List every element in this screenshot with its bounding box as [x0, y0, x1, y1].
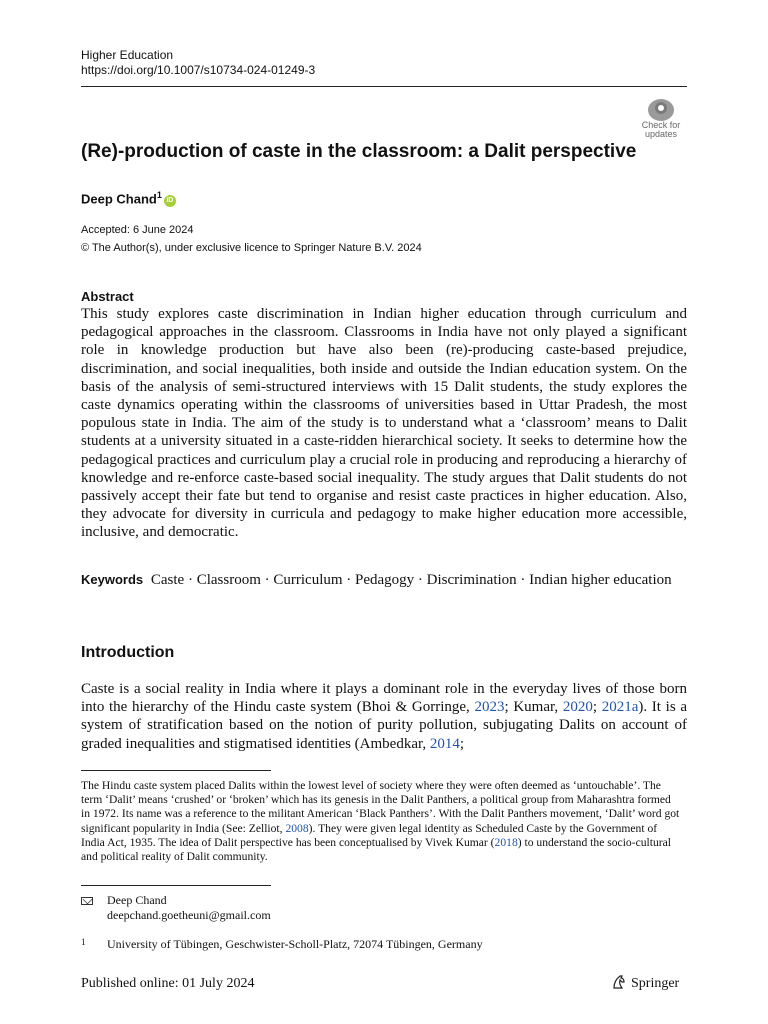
author-affiliation-mark: 1	[156, 190, 162, 200]
citation-link[interactable]: 2021a	[601, 699, 639, 716]
journal-name: Higher Education	[81, 48, 174, 62]
check-updates-icon	[648, 99, 674, 121]
intro-text-segment: ). It is a system of stratification based on the notion of purity pollution, subjugating Dalits on account of graded inequalities and stigmatised identities (Ambedkar,	[81, 699, 687, 752]
citation-link[interactable]: 2020	[562, 699, 593, 716]
keywords-list: Caste · Classroom · Curriculum · Pedagogy · Discrimination · Indian higher education	[150, 572, 672, 588]
contact-divider	[81, 885, 271, 886]
envelope-icon	[81, 897, 93, 905]
footnote	[81, 779, 681, 864]
affiliation-number: 1	[81, 937, 86, 947]
orcid-icon[interactable]: iD	[164, 195, 176, 207]
citation-link[interactable]: 2014	[429, 735, 460, 752]
accepted-date: Accepted: 6 June 2024	[81, 224, 194, 236]
publisher-name: Springer	[631, 976, 680, 991]
intro-text-segment: ;	[459, 735, 465, 752]
keywords	[81, 571, 687, 590]
affiliation-text: University of Tübingen, Geschwister-Scholl-Platz, 72074 Tübingen, Germany	[107, 937, 483, 951]
badge-line-1: Check for	[641, 120, 681, 130]
check-for-updates-badge[interactable]	[636, 97, 686, 143]
keywords-label: Keywords	[81, 572, 144, 587]
footnote-divider	[81, 770, 271, 771]
intro-text-segment: ;	[592, 699, 602, 716]
copyright-notice: © The Author(s), under exclusive licence to Springer Nature B.V. 2024	[81, 242, 422, 254]
citation-link[interactable]: 2023	[474, 699, 505, 716]
footnote-segment: ). They were given legal identity as Scheduled Caste by the Government of India Act, 1935. The idea of Dalit perspective has been conceptualised by Vivek Kumar (	[81, 821, 658, 849]
citation-link[interactable]: 2018	[494, 835, 518, 849]
contact-name: Deep Chand	[107, 893, 167, 907]
springer-logo	[611, 974, 679, 993]
paper-title: (Re)-production of caste in the classroom: a Dalit perspective	[81, 141, 637, 162]
footnote-segment: ) to understand the socio-cultural and political reality of Dalit community.	[81, 835, 671, 864]
contact-email[interactable]: deepchand.goetheuni@gmail.com	[107, 908, 271, 922]
badge-line-2: updates	[644, 129, 678, 139]
author-line	[81, 186, 176, 208]
author-name: Deep Chand	[81, 191, 157, 207]
abstract-text: This study explores caste discrimination in Indian higher education through curriculum and pedagogical approaches in the classroom. Classrooms in India have not only played a significant role in knowledge production but have also been (re)-producing caste-based prejudice, discrimination, and social inequalities, both inside and outside the Indian education system. On the basis of the analysis of semi-structured interviews with 15 Dalit students, the study explores the caste dynamics operating within the classrooms of universities based in Uttar Pradesh, the most populous state in India. The aim of the study is to understand what a ‘classroom’ means to Dalit students at a university situated in a caste-ridden hierarchical society. It seeks to determine how the pedagogical practices and curriculum play a crucial role in producing and reproducing a hierarchy of knowledge and re-enforce caste-based social inequality. The study argues that Dalit students do not passively accept their fate but tend to organise and resist caste practices in higher education. Also, they advocate for diversity in curricula and pedagogy to make higher education more accessible, inclusive, and democratic.	[81, 306, 687, 541]
intro-text-segment: ; Kumar,	[504, 699, 563, 716]
springer-horse-icon	[611, 974, 627, 990]
introduction-text	[81, 680, 687, 753]
header-divider	[81, 86, 687, 87]
published-date: Published online: 01 July 2024	[81, 976, 255, 991]
introduction-heading: Introduction	[81, 644, 175, 661]
footnote-segment: The Hindu caste system placed Dalits within the lowest level of society where they were often deemed as ‘untouchable’. The term ‘Dalit’ means ‘crushed’ or ‘broken’ which has its genesis in the Dalit Panthers, a political group from Maharashtra formed in 1972. Its name was a reference to the militant American ‘Black Panthers’. With the Dalit Panthers movement, ‘Dalit’ word got significant popularity in India (See: Zelliot,	[81, 779, 680, 835]
citation-link[interactable]: 2008	[285, 821, 309, 835]
doi-link[interactable]: https://doi.org/10.1007/s10734-024-01249-3	[81, 63, 316, 77]
abstract-heading: Abstract	[81, 289, 134, 304]
intro-text-segment: Caste is a social reality in India where it plays a dominant role in the everyday lives of those born into the hierarchy of the Hindu caste system (Bhoi & Gorringe,	[81, 681, 687, 716]
